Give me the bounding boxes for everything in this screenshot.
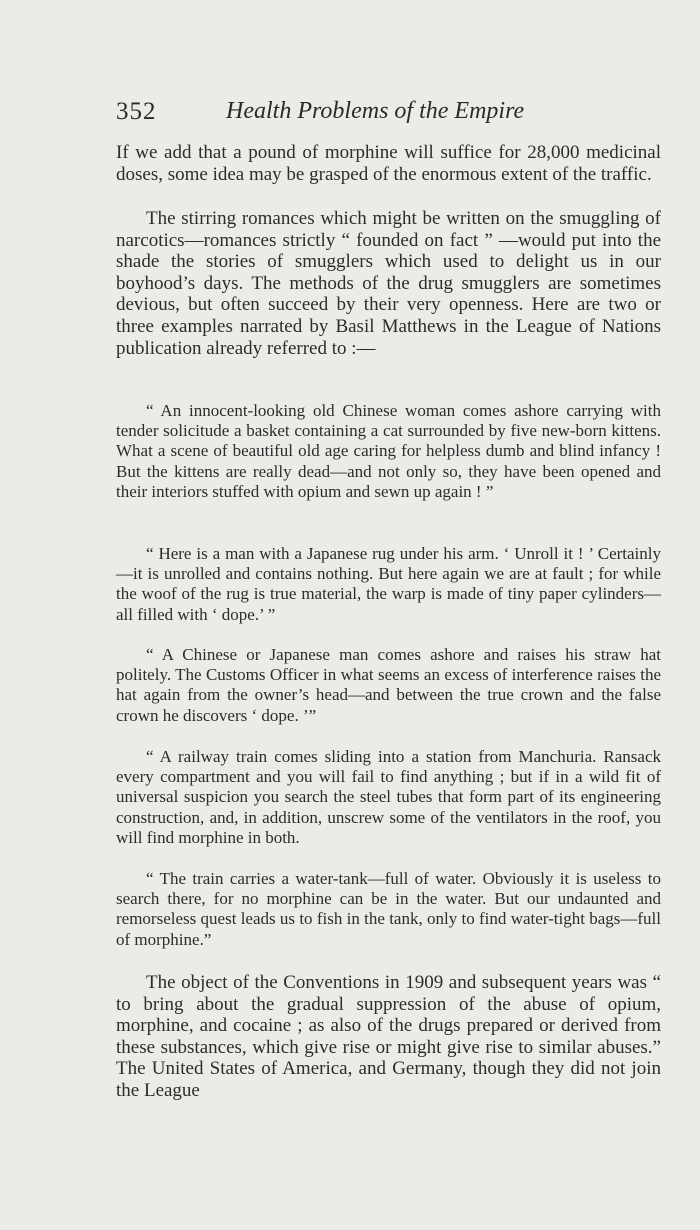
page-header — [116, 98, 660, 132]
quote-water-tank: “ The train carries a water-tank—full of water. Obviously it is useless to search there, for no morphine can be in the water. But our undaunted and remorseless quest leads us to fish in the tank, only to find water-tight bags—full of morphine.” — [116, 869, 661, 949]
running-title: Health Problems of the Empire — [226, 98, 525, 124]
paragraph-conventions: The object of the Conventions in 1909 and subsequent years was “ to bring about the gradual suppression of the abuse of opium, morphine, and cocaine ; as also of the drugs prepared or derived from these substances, which give rise or might give rise to similar abuses.” The United States of America, and Germany, though they did not join the League — [116, 972, 661, 1101]
quote-japanese-rug: “ Here is a man with a Japanese rug under his arm. ‘ Unroll it ! ’ Certainly—it is unrolled and contains nothing. But here again we are at fault ; for while the woof of the rug is true material, the warp is made of tiny paper cylinders—all filled with ‘ dope.’ ” — [116, 544, 661, 624]
paragraph-smuggling-romances: The stirring romances which might be written on the smuggling of narcotics—romances strictly “ founded on fact ” —would put into the shade the stories of smugglers which used to delight us in our boyhood’s days. The methods of the drug smugglers are sometimes devious, but often succeed by their very openness. Here are two or three examples narrated by Basil Matthews in the League of Nations publication already referred to :— — [116, 208, 661, 359]
paragraph-traffic-extent: If we add that a pound of morphine will suffice for 28,000 medicinal doses, some idea may be grasped of the enormous extent of the traffic. — [116, 142, 661, 185]
quote-straw-hat: “ A Chinese or Japanese man comes ashore and raises his straw hat politely. The Customs Officer in what seems an excess of interference raises the hat again from the owner’s head—and between the true crown and the false crown he discovers ‘ dope. ’” — [116, 645, 661, 725]
quote-railway-train: “ A railway train comes sliding into a station from Manchuria. Ransack every compartment and you will fail to find anything ; but if in a wild fit of universal suspicion you search the steel tubes that form part of its engineering construction, and, in addition, unscrew some of the ventilators in the roof, you will find morphine in both. — [116, 747, 661, 847]
page-number: 352 — [116, 98, 157, 125]
quote-kittens-basket: “ An innocent-looking old Chinese woman comes ashore carrying with tender solicitude a basket containing a cat surrounded by five new-born kittens. What a scene of beautiful old age caring for helpless dumb and blind infancy ! But the kittens are really dead—and not only so, they have been opened and their interiors stuffed with opium and sewn up again ! ” — [116, 401, 661, 501]
